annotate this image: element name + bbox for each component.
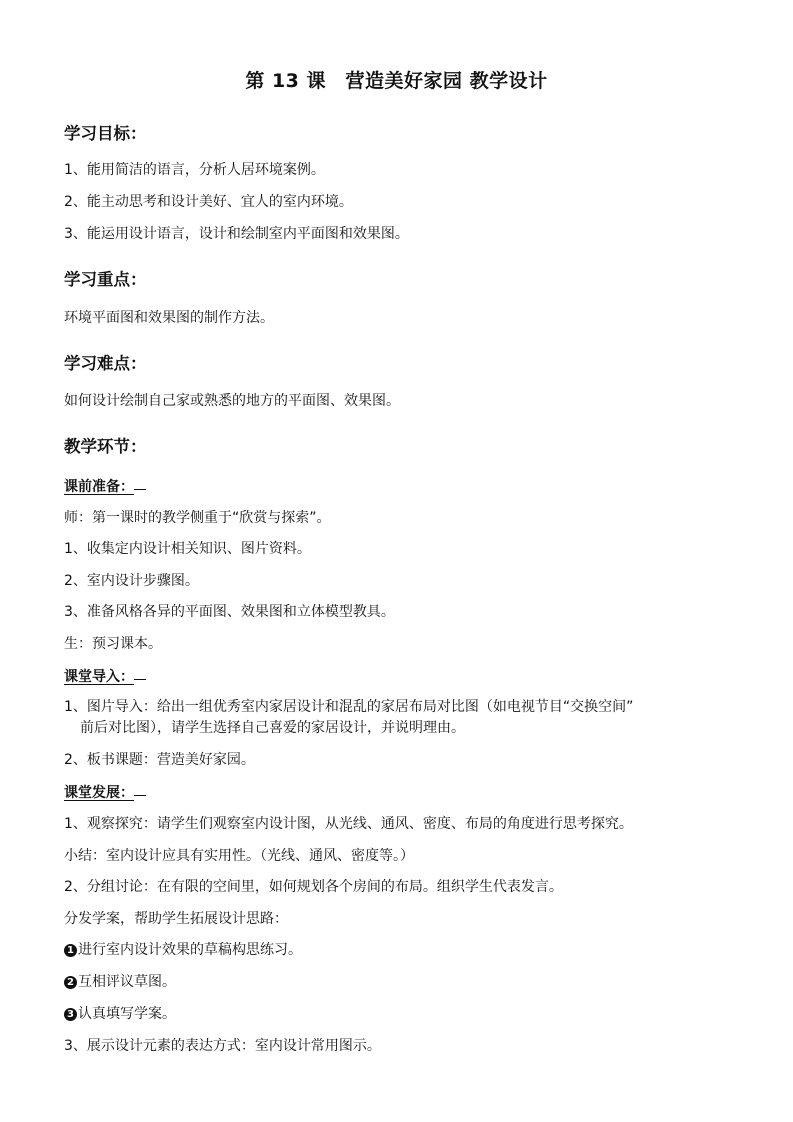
circled-number-icon: 3 <box>64 1008 77 1021</box>
dev-step-2: 2 互相评议草图。 <box>64 972 176 992</box>
circled-number-icon: 2 <box>64 976 77 989</box>
dev-item-2: 2、分组讨论：在有限的空间里，如何规划各个房间的布局。组织学生代表发言。 <box>64 879 563 895</box>
difficulty-text: 如何设计绘制自己家或熟悉的地方的平面图、效果图。 <box>64 393 400 409</box>
circled-number-icon: 1 <box>64 944 77 957</box>
prep-item-2: 1、收集定内设计相关知识、图片资料。 <box>64 541 311 557</box>
intro-item-1-line-2: 前后对比图），请学生选择自己喜爱的家居设计，并说明理由。 <box>80 720 465 736</box>
intro-heading: 课堂导入： <box>64 666 146 686</box>
key-text: 环境平面图和效果图的制作方法。 <box>64 310 274 326</box>
key-heading: 学习重点： <box>64 270 147 289</box>
dev-item-3: 3、展示设计元素的表达方式：室内设计常用图示。 <box>64 1038 381 1054</box>
goal-item-3: 3、能运用设计语言，设计和绘制室内平面图和效果图。 <box>64 226 409 242</box>
process-heading: 教学环节： <box>64 437 147 456</box>
dev-item-1: 1、观察探究：请学生们观察室内设计图，从光线、通风、密度、布局的角度进行思考探究。 <box>64 816 633 832</box>
document-title: 第 13 课 营造美好家园 教学设计 <box>245 70 548 92</box>
dev-step-1: 1 进行室内设计效果的草稿构思练习。 <box>64 940 302 960</box>
dev-step-3: 3 认真填写学案。 <box>64 1004 176 1024</box>
dev-handout: 分发学案，帮助学生拓展设计思路： <box>64 911 288 927</box>
difficulty-heading: 学习难点： <box>64 354 147 373</box>
goals-heading: 学习目标： <box>64 124 147 143</box>
intro-item-2: 2、板书课题：营造美好家园。 <box>64 752 255 768</box>
prep-item-5: 生：预习课本。 <box>64 636 162 652</box>
prep-item-4: 3、准备风格各异的平面图、效果图和立体模型教具。 <box>64 604 395 620</box>
goal-item-1: 1、能用简洁的语言，分析人居环境案例。 <box>64 162 325 178</box>
dev-heading: 课堂发展： <box>64 782 146 802</box>
prep-item-3: 2、室内设计步骤图。 <box>64 573 199 589</box>
prep-item-1: 师：第一课时的教学侧重于“欣赏与探索”。 <box>64 510 331 526</box>
prep-heading: 课前准备： <box>64 476 146 496</box>
dev-summary: 小结：室内设计应具有实用性。（光线、通风、密度等。） <box>64 848 414 864</box>
intro-item-1-line-1: 1、图片导入：给出一组优秀室内家居设计和混乱的家居布局对比图（如电视节目“交换空间” <box>64 699 634 715</box>
goal-item-2: 2、能主动思考和设计美好、宜人的室内环境。 <box>64 194 353 210</box>
